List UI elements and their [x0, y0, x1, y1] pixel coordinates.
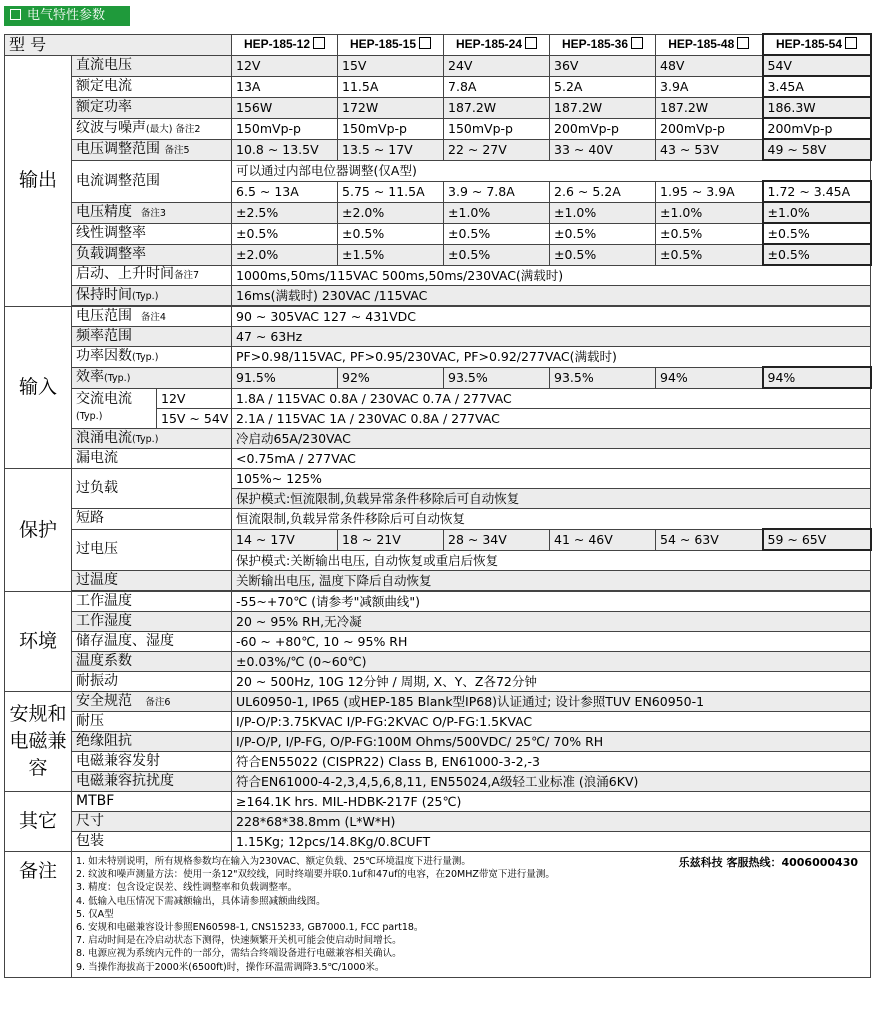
- cell: 187.2W: [550, 97, 656, 118]
- cell: 200mVp-p: [656, 118, 763, 139]
- cell: ±1.0%: [444, 202, 550, 223]
- group-input: 输入: [5, 307, 72, 469]
- row-label: 漏电流: [72, 449, 232, 469]
- row-label: 尺寸: [72, 812, 232, 832]
- cell: ±1.0%: [550, 202, 656, 223]
- cell: ±0.5%: [444, 244, 550, 265]
- checkbox-icon: [737, 37, 749, 49]
- row-label: 额定功率: [72, 97, 232, 118]
- cell: ±1.0%: [656, 202, 763, 223]
- cell: 保护模式:关断输出电压, 自动恢复或重启后恢复: [232, 550, 871, 571]
- cell: ±0.5%: [656, 244, 763, 265]
- note-item: 9. 当操作海拔高于2000米(6500ft)时，操作环温需调降3.5℃/1000米。: [76, 961, 385, 973]
- cell: 7.8A: [444, 76, 550, 97]
- cell: 恒流限制,负载异常条件移除后可自动恢复: [232, 509, 871, 530]
- model-3: HEP-185-24: [444, 34, 550, 55]
- cell: 11.5A: [338, 76, 444, 97]
- cell: ±0.5%: [338, 223, 444, 244]
- cell: ±0.5%: [550, 223, 656, 244]
- model-1: HEP-185-12: [232, 34, 338, 55]
- cell: 59 ~ 65V: [763, 529, 871, 550]
- model-4: HEP-185-36: [550, 34, 656, 55]
- cell: ±1.0%: [763, 202, 871, 223]
- cell: 5.2A: [550, 76, 656, 97]
- cell: 符合EN61000-4-2,3,4,5,6,8,11, EN55024,A级轻工业标准 (浪涌6KV): [232, 772, 871, 792]
- note-item: 7. 启动时间是在冷启动状态下测得，快速频繁开关机可能会使启动时间增长。: [76, 935, 402, 947]
- cell: 48V: [656, 55, 763, 76]
- cell: 22 ~ 27V: [444, 139, 550, 160]
- cell: 1.15Kg; 12pcs/14.8Kg/0.8CUFT: [232, 832, 871, 852]
- cell: 105%~ 125%: [232, 469, 871, 489]
- cell: 20 ~ 95% RH,无冷凝: [232, 612, 871, 632]
- cell: PF>0.98/115VAC, PF>0.95/230VAC, PF>0.92/277VAC(满载时): [232, 347, 871, 368]
- cell: 10.8 ~ 13.5V: [232, 139, 338, 160]
- cell: 3.9A: [656, 76, 763, 97]
- note-item: 8. 电源应视为系统内元件的一部分，需结合终端设备进行电磁兼容相关确认。: [76, 948, 402, 960]
- cell: 5.75 ~ 11.5A: [338, 181, 444, 202]
- model-row: [5, 34, 871, 55]
- cell: 94%: [656, 367, 763, 388]
- cell: 2.1A / 115VAC 1A / 230VAC 0.8A / 277VAC: [232, 409, 871, 429]
- cell: ±0.5%: [232, 223, 338, 244]
- row-label: 电压调整范围 备注5: [72, 139, 232, 160]
- group-environment: 环境: [5, 592, 72, 692]
- note-item: 2. 纹波和噪声测量方法：使用一条12"双绞线，同时终端要并联0.1uf和47uf的电容，在20MHZ带宽下进行量测。: [76, 869, 555, 881]
- row-label: 电流调整范围: [72, 160, 232, 202]
- cell: ±0.5%: [763, 223, 871, 244]
- cell: 200mVp-p: [763, 118, 871, 139]
- checkbox-icon: [525, 37, 537, 49]
- cell: 187.2W: [444, 97, 550, 118]
- cell: 94%: [763, 367, 871, 388]
- notes-block: [72, 852, 871, 978]
- cell: ≥164.1K hrs. MIL-HDBK-217F (25℃): [232, 792, 871, 812]
- row-label: MTBF: [72, 792, 232, 812]
- row-label: 安全规范 备注6: [72, 692, 232, 712]
- row-label: 储存温度、湿度: [72, 632, 232, 652]
- sub-label: 12V: [157, 388, 232, 409]
- cell: 54V: [763, 55, 871, 76]
- cell: -60 ~ +80℃, 10 ~ 95% RH: [232, 632, 871, 652]
- cell: 24V: [444, 55, 550, 76]
- cell: 2.6 ~ 5.2A: [550, 181, 656, 202]
- row-label: 纹波与噪声(最大) 备注2: [72, 118, 232, 139]
- row-label: 直流电压: [72, 55, 232, 76]
- cell: 3.9 ~ 7.8A: [444, 181, 550, 202]
- cell: ±2.0%: [232, 244, 338, 265]
- row-label: 线性调整率: [72, 223, 232, 244]
- cell: 14 ~ 17V: [232, 529, 338, 550]
- cell: 20 ~ 500Hz, 10G 12分钟 / 周期, X、Y、Z各72分钟: [232, 672, 871, 692]
- cell: 150mVp-p: [338, 118, 444, 139]
- note-item: 3. 精度：包含设定误差、线性调整率和负载调整率。: [76, 882, 298, 894]
- group-protection: 保护: [5, 469, 72, 592]
- square-icon: [10, 9, 21, 20]
- note-item: 4. 低输入电压情况下需减额输出，具体请参照减额曲线图。: [76, 895, 326, 907]
- cell: ±2.0%: [338, 202, 444, 223]
- cell: I/P-O/P, I/P-FG, O/P-FG:100M Ohms/500VDC/ 25℃/ 70% RH: [232, 732, 871, 752]
- checkbox-icon: [631, 37, 643, 49]
- row-label: 耐振动: [72, 672, 232, 692]
- cell: 91.5%: [232, 367, 338, 388]
- cell: 16ms(满载时) 230VAC /115VAC: [232, 286, 871, 306]
- cell: 90 ~ 305VAC 127 ~ 431VDC: [232, 307, 871, 327]
- row-label: 频率范围: [72, 327, 232, 347]
- cell: 43 ~ 53V: [656, 139, 763, 160]
- row-label: 耐压: [72, 712, 232, 732]
- model-5: HEP-185-48: [656, 34, 763, 55]
- cell: 228*68*38.8mm (L*W*H): [232, 812, 871, 832]
- checkbox-icon: [419, 37, 431, 49]
- row-label: 短路: [72, 509, 232, 530]
- row-label: 电压精度 备注3: [72, 202, 232, 223]
- cell: 49 ~ 58V: [763, 139, 871, 160]
- current-adj-note: 可以通过内部电位器调整(仅A型): [232, 160, 871, 181]
- model-2: HEP-185-15: [338, 34, 444, 55]
- cell: 200mVp-p: [550, 118, 656, 139]
- cell: 41 ~ 46V: [550, 529, 656, 550]
- cell: ±0.03%/℃ (0~60℃): [232, 652, 871, 672]
- cell: 15V: [338, 55, 444, 76]
- cell: <0.75mA / 277VAC: [232, 449, 871, 469]
- group-other: 其它: [5, 792, 72, 852]
- row-label: 温度系数: [72, 652, 232, 672]
- cell: 18 ~ 21V: [338, 529, 444, 550]
- row-label: 保持时间(Typ.): [72, 286, 232, 306]
- cell: ±0.5%: [444, 223, 550, 244]
- cell: 28 ~ 34V: [444, 529, 550, 550]
- cell: 12V: [232, 55, 338, 76]
- note-item: 5. 仅A型: [76, 908, 114, 920]
- model-6: HEP-185-54: [763, 34, 871, 55]
- spec-table: [4, 33, 872, 978]
- cell: 3.45A: [763, 76, 871, 97]
- cell: 关断输出电压, 温度下降后自动恢复: [232, 571, 871, 591]
- row-label: 效率(Typ.): [72, 367, 232, 388]
- cell: ±0.5%: [763, 244, 871, 265]
- cell: 冷启动65A/230VAC: [232, 429, 871, 449]
- cell: ±2.5%: [232, 202, 338, 223]
- row-label: 过温度: [72, 571, 232, 591]
- row-label: 电磁兼容抗扰度: [72, 772, 232, 792]
- cell: 1.8A / 115VAC 0.8A / 230VAC 0.7A / 277VAC: [232, 388, 871, 409]
- cell: ±0.5%: [550, 244, 656, 265]
- cell: 150mVp-p: [444, 118, 550, 139]
- cell: 150mVp-p: [232, 118, 338, 139]
- cell: 92%: [338, 367, 444, 388]
- cell: UL60950-1, IP65 (或HEP-185 Blank型IP68)认证通过; 设计参照TUV EN60950-1: [232, 692, 871, 712]
- cell: 36V: [550, 55, 656, 76]
- cell: 1000ms,50ms/115VAC 500ms,50ms/230VAC(满载时): [232, 265, 871, 286]
- group-output: 输出: [5, 55, 72, 307]
- row-label: 负载调整率: [72, 244, 232, 265]
- checkbox-icon: [313, 37, 325, 49]
- row-label: 电磁兼容发射: [72, 752, 232, 772]
- cell: 保护模式:恒流限制,负载异常条件移除后可自动恢复: [232, 489, 871, 509]
- cell: 13.5 ~ 17V: [338, 139, 444, 160]
- group-safety: 安规和电磁兼容: [5, 692, 72, 792]
- row-label: 交流电流 (Typ.): [72, 388, 157, 429]
- hotline: 乐兹科技 客服热线：4006000430: [678, 856, 859, 869]
- row-label: 绝缘阻抗: [72, 732, 232, 752]
- cell: 13A: [232, 76, 338, 97]
- cell: 156W: [232, 97, 338, 118]
- section-title: 电气特性参数: [27, 8, 106, 23]
- cell: -55~+70℃ (请参考"减额曲线"): [232, 592, 871, 612]
- cell: 172W: [338, 97, 444, 118]
- cell: 6.5 ~ 13A: [232, 181, 338, 202]
- group-notes: 备注: [5, 852, 72, 978]
- checkbox-icon: [845, 37, 857, 49]
- row-label: 电压范围 备注4: [72, 307, 232, 327]
- cell: ±1.5%: [338, 244, 444, 265]
- row-label: 包装: [72, 832, 232, 852]
- cell: ±0.5%: [656, 223, 763, 244]
- row-label: 工作温度: [72, 592, 232, 612]
- cell: I/P-O/P:3.75KVAC I/P-FG:2KVAC O/P-FG:1.5KVAC: [232, 712, 871, 732]
- row-label: 过电压: [72, 529, 232, 571]
- cell: 186.3W: [763, 97, 871, 118]
- cell: 93.5%: [444, 367, 550, 388]
- row-label: 过负载: [72, 469, 232, 509]
- section-header: [4, 6, 130, 26]
- note-item: 1. 如未特别说明，所有规格参数均在输入为230VAC、额定负载、25℃环境温度下进行量测。: [76, 856, 471, 867]
- sub-label: 15V ~ 54V: [157, 409, 232, 429]
- cell: 47 ~ 63Hz: [232, 327, 871, 347]
- row-label: 启动、上升时间备注7: [72, 265, 232, 286]
- row-label: 功率因数(Typ.): [72, 347, 232, 368]
- cell: 1.72 ~ 3.45A: [763, 181, 871, 202]
- note-item: 6. 安规和电磁兼容设计参照EN60598-1, CNS15233, GB7000.1, FCC part18。: [76, 922, 424, 934]
- cell: 54 ~ 63V: [656, 529, 763, 550]
- row-label: 工作湿度: [72, 612, 232, 632]
- cell: 93.5%: [550, 367, 656, 388]
- cell: 符合EN55022 (CISPR22) Class B, EN61000-3-2,-3: [232, 752, 871, 772]
- cell: 1.95 ~ 3.9A: [656, 181, 763, 202]
- cell: 187.2W: [656, 97, 763, 118]
- cell: 33 ~ 40V: [550, 139, 656, 160]
- row-label: 浪涌电流(Typ.): [72, 429, 232, 449]
- model-label: 型 号: [5, 34, 232, 55]
- row-label: 额定电流: [72, 76, 232, 97]
